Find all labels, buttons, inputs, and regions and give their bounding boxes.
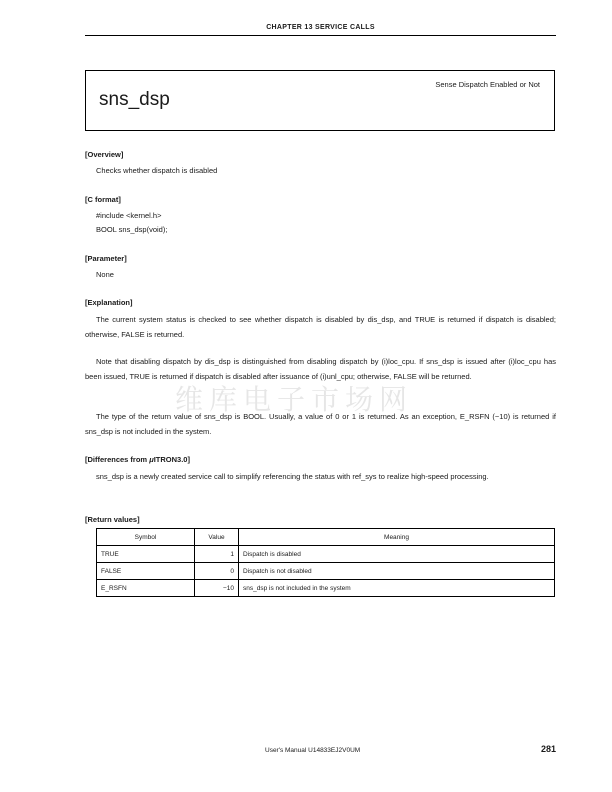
mu-symbol: μ (149, 455, 154, 464)
value-cell: 0 (195, 563, 239, 580)
c-format-heading: [C format] (85, 195, 121, 204)
symbol-cell: E_RSFN (97, 580, 195, 597)
return-values-table (96, 528, 555, 597)
differences-text: sns_dsp is a newly created service call to simplify referencing the status with ref_sys to realize high-speed processing. (96, 472, 489, 481)
explanation-paragraph-2: Note that disabling dispatch by dis_dsp is distinguished from disabling dispatch by (i)loc_cpu. If sns_dsp is issued after (i)loc_cpu has been issued, TRUE is returned if dispatch is disabled after issuance of (i)unl_cpu; otherwise, FALSE will be returned. (85, 357, 556, 381)
table-row (97, 546, 555, 563)
explanation-heading: [Explanation] (85, 298, 133, 307)
value-cell: −10 (195, 580, 239, 597)
value-cell: 1 (195, 546, 239, 563)
watermark: 维库电子市场网 (175, 383, 414, 416)
table-row (97, 580, 555, 597)
table-header-row (97, 529, 555, 546)
service-call-title-box (85, 70, 555, 131)
parameter-text: None (96, 270, 114, 279)
parameter-heading: [Parameter] (85, 254, 127, 263)
column-header-value: Value (195, 529, 239, 546)
explanation-paragraph-3: The type of the return value of sns_dsp is BOOL. Usually, a value of 0 or 1 is returned. As an exception, E_RSFN (−10) is returned if sns_dsp is not included in the system. (85, 412, 556, 436)
return-values-heading: [Return values] (85, 515, 140, 524)
service-call-name: sns_dsp (99, 89, 170, 110)
c-format-prototype-line: BOOL sns_dsp(void); (96, 225, 168, 234)
service-call-description: Sense Dispatch Enabled or Not (435, 80, 540, 89)
differences-heading-prefix: [Differences from (85, 455, 150, 464)
footer-manual-id: User's Manual U14833EJ2V0UM (265, 747, 361, 754)
column-header-meaning: Meaning (239, 529, 555, 546)
table-row (97, 563, 555, 580)
header-rule (85, 35, 556, 36)
differences-heading-suffix: ITRON3.0] (153, 455, 190, 464)
chapter-header: CHAPTER 13 SERVICE CALLS (266, 24, 375, 31)
explanation-paragraph-1: The current system status is checked to see whether dispatch is disabled by dis_dsp, and TRUE is returned if dispatch is disabled; otherwise, FALSE is returned. (85, 315, 556, 339)
meaning-cell: Dispatch is disabled (239, 546, 555, 563)
column-header-symbol: Symbol (97, 529, 195, 546)
overview-heading: [Overview] (85, 150, 124, 159)
differences-heading (85, 455, 190, 464)
c-format-include-line: #include <kernel.h> (96, 211, 162, 220)
overview-text: Checks whether dispatch is disabled (96, 166, 218, 175)
symbol-cell: FALSE (97, 563, 195, 580)
page-number: 281 (540, 744, 556, 754)
meaning-cell: Dispatch is not disabled (239, 563, 555, 580)
meaning-cell: sns_dsp is not included in the system (239, 580, 555, 597)
symbol-cell: TRUE (97, 546, 195, 563)
